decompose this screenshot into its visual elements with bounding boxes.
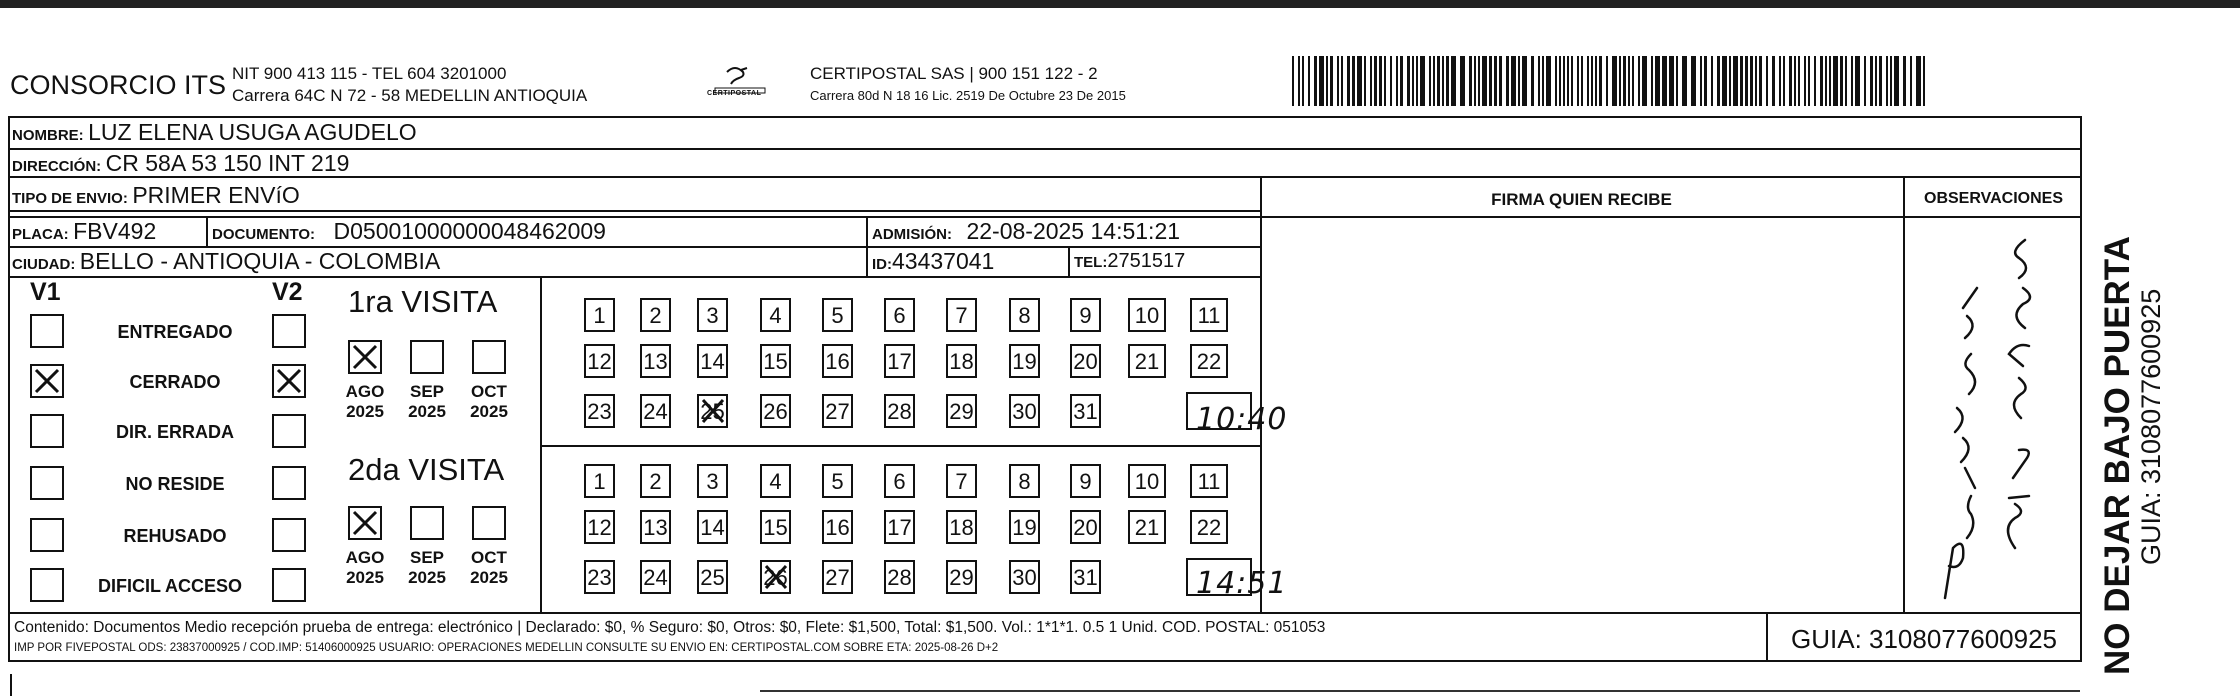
visit2-day-13[interactable]: 13 <box>640 510 671 544</box>
barcode-bar <box>1314 56 1317 106</box>
visit1-day-19[interactable]: 19 <box>1009 344 1040 378</box>
barcode-bar <box>1903 56 1906 106</box>
barcode-bar <box>1542 56 1544 106</box>
visit1-day-23[interactable]: 23 <box>584 394 615 428</box>
visit1-day-20[interactable]: 20 <box>1070 344 1101 378</box>
barcode-bar <box>1829 56 1831 106</box>
barcode-bar <box>1384 56 1386 106</box>
certipostal-line-1: CERTIPOSTAL SAS | 900 151 122 - 2 <box>810 64 1098 83</box>
visit2-day-28[interactable]: 28 <box>884 560 915 594</box>
barcode-bar <box>1341 56 1343 106</box>
visit1-month-checkbox[interactable] <box>348 340 382 374</box>
barcode-bar <box>1563 56 1565 106</box>
month-name: AGO <box>345 548 385 567</box>
visit2-time: 14:51 <box>1196 566 1288 601</box>
v2-label: V2 <box>272 278 303 306</box>
firma-header: FIRMA QUIEN RECIBE <box>1491 190 1672 209</box>
barcode-bar <box>1506 56 1509 106</box>
v2-checkbox-no-reside[interactable] <box>272 466 306 500</box>
barcode-bar <box>1370 56 1372 106</box>
barcode-bar <box>1833 56 1838 106</box>
visit2-month-checkbox[interactable] <box>472 506 506 540</box>
placa-field <box>12 218 156 245</box>
barcode-bar <box>1779 56 1781 106</box>
direccion-label: DIRECCIÓN: <box>12 158 102 175</box>
barcode-bar <box>1587 56 1589 106</box>
visit2-month-label <box>402 548 452 588</box>
logo-text: CERTIPOSTAL <box>707 90 762 97</box>
barcode-bar <box>1798 56 1800 106</box>
v1-checkbox-no-reside[interactable] <box>30 466 64 500</box>
visit1-month-checkbox[interactable] <box>472 340 506 374</box>
scan-bottom-edge <box>10 674 12 696</box>
barcode-bar <box>1469 56 1472 106</box>
visit1-day-11[interactable]: 11 <box>1190 298 1228 332</box>
visit2-month-label <box>464 548 514 588</box>
barcode-bar <box>1632 56 1634 106</box>
visit1-month-label <box>464 382 514 422</box>
barcode-bar <box>1740 56 1743 106</box>
barcode-bar <box>1522 56 1527 106</box>
direccion-field <box>12 150 349 177</box>
barcode-bar <box>1499 56 1502 106</box>
visit1-day-24[interactable]: 24 <box>640 394 671 428</box>
visit2-title: 2da VISITA <box>348 452 505 487</box>
visit1-day-28[interactable]: 28 <box>884 394 915 428</box>
barcode-bar <box>1420 56 1425 106</box>
barcode-bar <box>1396 56 1398 106</box>
status-label: DIR. ERRADA <box>115 422 234 442</box>
visit2-day-6[interactable]: 6 <box>884 464 915 498</box>
barcode-bar <box>1814 56 1816 106</box>
visit1-day-12[interactable]: 12 <box>584 344 615 378</box>
barcode-bar <box>1478 56 1480 106</box>
status-label: NO RESIDE <box>125 474 225 494</box>
barcode-bar <box>1518 56 1520 106</box>
barcode-bar <box>1330 56 1333 106</box>
barcode-bar <box>1794 56 1796 106</box>
barcode-bar <box>1571 56 1573 106</box>
barcode-bar <box>1591 56 1593 106</box>
v2-checkbox-entregado[interactable] <box>272 314 306 348</box>
direccion-value: CR 58A 53 150 INT 219 <box>105 150 350 176</box>
visit2-day-26[interactable]: 26 <box>760 560 791 594</box>
barcode-bar <box>1302 56 1304 106</box>
tel-value: 2751517 <box>1107 250 1186 272</box>
visit2-day-27[interactable]: 27 <box>822 560 853 594</box>
certipostal-logo <box>705 62 775 102</box>
tipo-envio-field <box>12 182 300 209</box>
observaciones-handwriting <box>1905 218 2082 612</box>
visit2-day-1[interactable]: 1 <box>584 464 615 498</box>
barcode-bar <box>1390 56 1392 106</box>
barcode-bar <box>1474 56 1476 106</box>
visit2-day-17[interactable]: 17 <box>884 510 915 544</box>
barcode-bar <box>1623 56 1626 106</box>
visit2-day-9[interactable]: 9 <box>1070 464 1101 498</box>
visit1-month-checkbox[interactable] <box>410 340 444 374</box>
nit-line: NIT 900 413 115 - TEL 604 3201000 <box>232 64 507 83</box>
barcode-bar <box>1326 56 1328 106</box>
month-year: 2025 <box>470 568 508 587</box>
month-year: 2025 <box>470 402 508 421</box>
barcode-bar <box>1704 56 1707 106</box>
placa-value: FBV492 <box>73 218 157 244</box>
visit2-month-checkbox[interactable] <box>348 506 382 540</box>
barcode-bar <box>1820 56 1823 106</box>
visit2-day-3[interactable]: 3 <box>697 464 728 498</box>
barcode-bar <box>1851 56 1853 106</box>
visit2-day-14[interactable]: 14 <box>697 510 728 544</box>
barcode-bar <box>1400 56 1403 106</box>
visit2-day-15[interactable]: 15 <box>760 510 791 544</box>
barcode-bar <box>1789 56 1792 106</box>
barcode-bar <box>1599 56 1602 106</box>
visit2-day-16[interactable]: 16 <box>822 510 853 544</box>
tel-field <box>1074 250 1185 273</box>
barcode-bar <box>1804 56 1806 106</box>
visit1-day-21[interactable]: 21 <box>1128 344 1166 378</box>
barcode-bar <box>1662 56 1667 106</box>
visit1-day-5[interactable]: 5 <box>822 298 853 332</box>
visit2-day-11[interactable]: 11 <box>1190 464 1228 498</box>
barcode-bar <box>1567 56 1569 106</box>
barcode-bar <box>1894 56 1899 106</box>
nombre-label: NOMBRE: <box>12 127 84 144</box>
visit2-day-5[interactable]: 5 <box>822 464 853 498</box>
barcode-bar <box>1651 56 1653 106</box>
barcode-bar <box>1352 56 1355 106</box>
barcode-bar <box>1577 56 1579 106</box>
barcode-bar <box>1364 56 1366 106</box>
tel-label: TEL: <box>1074 254 1108 271</box>
visit1-day-9[interactable]: 9 <box>1070 298 1101 332</box>
visit1-day-16[interactable]: 16 <box>822 344 853 378</box>
barcode-bar <box>1595 56 1597 106</box>
barcode-bar <box>1759 56 1762 106</box>
visit2-day-4[interactable]: 4 <box>760 464 791 498</box>
visit1-day-29[interactable]: 29 <box>946 394 977 428</box>
certipostal-line-2: Carrera 80d N 18 16 Lic. 2519 De Octubre 23 De 2015 <box>810 88 1126 103</box>
v1-checkbox-rehusado[interactable] <box>30 518 64 552</box>
month-name: SEP <box>409 382 445 401</box>
barcode-bar <box>1546 56 1551 106</box>
barcode-bar <box>1489 56 1492 106</box>
footer-guia: GUIA: 3108077600925 <box>1791 624 2057 654</box>
barcode-bar <box>1711 56 1713 106</box>
visit1-month-label <box>340 382 390 422</box>
day-check-mark <box>762 562 790 601</box>
v2-checkbox-rehusado[interactable] <box>272 518 306 552</box>
placa-label: PLACA: <box>12 226 69 243</box>
barcode-bar <box>1555 56 1557 106</box>
visit2-day-31[interactable]: 31 <box>1070 560 1101 594</box>
barcode-bar <box>1700 56 1702 106</box>
barcode-bar <box>1446 56 1449 106</box>
visit1-day-30[interactable]: 30 <box>1009 394 1040 428</box>
barcode-bar <box>1717 56 1720 106</box>
status-label: CERRADO <box>129 372 221 392</box>
nombre-field <box>12 119 417 146</box>
visit2-day-18[interactable]: 18 <box>946 510 977 544</box>
barcode-bar <box>1451 56 1456 106</box>
barcode-bar <box>1460 56 1465 106</box>
company-name: CONSORCIO ITS <box>10 70 227 100</box>
barcode-bar <box>1755 56 1757 106</box>
barcode-bar <box>1825 56 1827 106</box>
month-year: 2025 <box>346 568 384 587</box>
v1-checkbox-dir-errada[interactable] <box>30 414 64 448</box>
month-name: SEP <box>409 548 445 567</box>
admision-label: ADMISIÓN: <box>872 226 952 243</box>
status-label: REHUSADO <box>123 526 227 546</box>
visit1-day-26[interactable]: 26 <box>760 394 791 428</box>
visit2-day-24[interactable]: 24 <box>640 560 671 594</box>
visit1-day-10[interactable]: 10 <box>1128 298 1166 332</box>
visit2-month-label <box>340 548 390 588</box>
barcode-bar <box>1655 56 1660 106</box>
barcode-bar <box>1691 56 1696 106</box>
tipo-envio-label: TIPO DE ENVIO: <box>12 190 128 207</box>
barcode-bar <box>1433 56 1435 106</box>
barcode-bar <box>1910 56 1912 106</box>
side-warning: NO DEJAR BAJO PUERTA <box>2098 236 2137 675</box>
barcode-bar <box>1442 56 1444 106</box>
visit2-day-22[interactable]: 22 <box>1190 510 1228 544</box>
barcode-bar <box>1855 56 1860 106</box>
visit2-month-checkbox[interactable] <box>410 506 444 540</box>
visit1-time: 10:40 <box>1196 402 1288 437</box>
barcode-bar <box>1879 56 1882 106</box>
barcode-bar <box>1733 56 1738 106</box>
visit2-day-12[interactable]: 12 <box>584 510 615 544</box>
barcode-bar <box>1606 56 1608 106</box>
barcode-bar <box>1772 56 1775 106</box>
visit1-day-4[interactable]: 4 <box>760 298 791 332</box>
barcode-bar <box>1347 56 1350 106</box>
visit1-day-18[interactable]: 18 <box>946 344 977 378</box>
visit2-day-2[interactable]: 2 <box>640 464 671 498</box>
barcode-bar <box>1292 56 1294 106</box>
month-name: OCT <box>471 548 507 567</box>
visit1-day-2[interactable]: 2 <box>640 298 671 332</box>
scan-top-edge <box>0 0 2240 8</box>
barcode-bar <box>1638 56 1640 106</box>
footer-contenido: Contenido: Documentos Medio recepción prueba de entrega: electrónico | Declarado: $0, % Seguro: $0, Otros: $0, Flete: $1,500, Total: $1,500. Vol.: 1*1*1. 0.5 1 Unid. COD. POSTAL: 051053 <box>14 619 1326 636</box>
barcode-bar <box>1845 56 1847 106</box>
barcode-bar <box>1319 56 1324 106</box>
documento-label: DOCUMENTO: <box>212 226 316 243</box>
barcode-bar <box>1612 56 1617 106</box>
day-check-mark <box>699 396 727 435</box>
barcode-bar <box>1864 56 1866 106</box>
barcode <box>1290 56 1930 108</box>
barcode-bar <box>1337 56 1339 106</box>
footer-imp: IMP POR FIVEPOSTAL ODS: 23837000925 / COD.IMP: 51406000925 USUARIO: OPERACIONES MEDELLIN CONSULTE SU ENVIO EN: CERTIPOSTAL.COM SOBRE ETA: 2025-08-26 D+2 <box>14 642 999 654</box>
barcode-bar <box>1766 56 1768 106</box>
v2-checkbox-dir-errada[interactable] <box>272 414 306 448</box>
barcode-bar <box>1379 56 1382 106</box>
visit2-day-23[interactable]: 23 <box>584 560 615 594</box>
v1-checkbox-dificil-acceso[interactable] <box>30 568 64 602</box>
company-address: Carrera 64C N 72 - 58 MEDELLIN ANTIOQUIA <box>232 86 588 105</box>
barcode-bar <box>1298 56 1300 106</box>
barcode-bar <box>1750 56 1753 106</box>
barcode-bar <box>1407 56 1410 106</box>
visit2-day-8[interactable]: 8 <box>1009 464 1040 498</box>
visit1-day-13[interactable]: 13 <box>640 344 671 378</box>
barcode-bar <box>1482 56 1487 106</box>
visit1-day-7[interactable]: 7 <box>946 298 977 332</box>
barcode-bar <box>1783 56 1785 106</box>
barcode-bar <box>1437 56 1440 106</box>
barcode-bar <box>1682 56 1687 106</box>
visit2-day-30[interactable]: 30 <box>1009 560 1040 594</box>
visit1-day-3[interactable]: 3 <box>697 298 728 332</box>
month-year: 2025 <box>408 402 446 421</box>
barcode-bar <box>1875 56 1877 106</box>
v1-checkbox-cerrado[interactable] <box>30 364 64 398</box>
ciudad-field <box>12 248 440 275</box>
barcode-bar <box>1559 56 1561 106</box>
v1-label: V1 <box>30 278 61 306</box>
barcode-bar <box>1669 56 1674 106</box>
nombre-value: LUZ ELENA USUGA AGUDELO <box>88 119 417 145</box>
id-field <box>872 248 994 275</box>
visit1-title: 1ra VISITA <box>348 284 498 319</box>
barcode-bar <box>1628 56 1630 106</box>
barcode-bar <box>1494 56 1497 106</box>
barcode-bar <box>1308 56 1310 106</box>
visit1-day-27[interactable]: 27 <box>822 394 853 428</box>
status-label: DIFICIL ACCESO <box>97 576 242 596</box>
visit1-day-8[interactable]: 8 <box>1009 298 1040 332</box>
visit1-day-6[interactable]: 6 <box>884 298 915 332</box>
id-label: ID: <box>872 256 892 273</box>
barcode-bar <box>1538 56 1540 106</box>
visit1-month-label <box>402 382 452 422</box>
barcode-bar <box>1357 56 1362 106</box>
barcode-bar <box>1808 56 1810 106</box>
barcode-bar <box>1531 56 1534 106</box>
barcode-bar <box>1581 56 1583 106</box>
barcode-bar <box>1745 56 1748 106</box>
visit1-day-17[interactable]: 17 <box>884 344 915 378</box>
visit2-day-29[interactable]: 29 <box>946 560 977 594</box>
status-label: ENTREGADO <box>117 322 233 342</box>
barcode-bar <box>1642 56 1647 106</box>
barcode-bar <box>1886 56 1888 106</box>
visit1-day-22[interactable]: 22 <box>1190 344 1228 378</box>
month-year: 2025 <box>346 402 384 421</box>
ciudad-label: CIUDAD: <box>12 256 76 273</box>
visit2-day-25[interactable]: 25 <box>697 560 728 594</box>
visit2-day-19[interactable]: 19 <box>1009 510 1040 544</box>
scan-bottom-line <box>760 690 2080 692</box>
month-name: AGO <box>345 382 385 401</box>
visit1-day-25[interactable]: 25 <box>697 394 728 428</box>
admision-field <box>872 218 1180 245</box>
documento-field <box>212 218 606 245</box>
id-value: 43437041 <box>892 248 995 274</box>
visit1-day-14[interactable]: 14 <box>697 344 728 378</box>
month-year: 2025 <box>408 568 446 587</box>
tipo-envio-value: PRIMER ENVíO <box>132 182 300 208</box>
v2-checkbox-cerrado[interactable] <box>272 364 306 398</box>
barcode-bar <box>1416 56 1418 106</box>
barcode-bar <box>1412 56 1414 106</box>
barcode-bar <box>1916 56 1921 106</box>
visit2-day-7[interactable]: 7 <box>946 464 977 498</box>
v2-checkbox-dificil-acceso[interactable] <box>272 568 306 602</box>
barcode-bar <box>1676 56 1678 106</box>
v1-checkbox-entregado[interactable] <box>30 314 64 348</box>
barcode-bar <box>1722 56 1727 106</box>
visit2-day-10[interactable]: 10 <box>1128 464 1166 498</box>
documento-value: D05001000000048462009 <box>333 218 606 244</box>
month-name: OCT <box>471 382 507 401</box>
barcode-bar <box>1870 56 1873 106</box>
barcode-bar <box>1890 56 1892 106</box>
barcode-bar <box>1923 56 1925 106</box>
admision-value: 22-08-2025 14:51:21 <box>966 218 1181 244</box>
barcode-bar <box>1374 56 1377 106</box>
visit1-day-1[interactable]: 1 <box>584 298 615 332</box>
barcode-bar <box>1840 56 1843 106</box>
visit1-day-31[interactable]: 31 <box>1070 394 1101 428</box>
visit2-day-21[interactable]: 21 <box>1128 510 1166 544</box>
barcode-bar <box>1619 56 1621 106</box>
ciudad-value: BELLO - ANTIOQUIA - COLOMBIA <box>79 248 441 274</box>
visit1-day-15[interactable]: 15 <box>760 344 791 378</box>
visit2-day-20[interactable]: 20 <box>1070 510 1101 544</box>
barcode-bar <box>1511 56 1516 106</box>
observaciones-header: OBSERVACIONES <box>1924 190 2063 207</box>
barcode-bar <box>1729 56 1731 106</box>
side-guia: GUIA: 3108077600925 <box>2136 288 2166 565</box>
barcode-bar <box>1429 56 1431 106</box>
